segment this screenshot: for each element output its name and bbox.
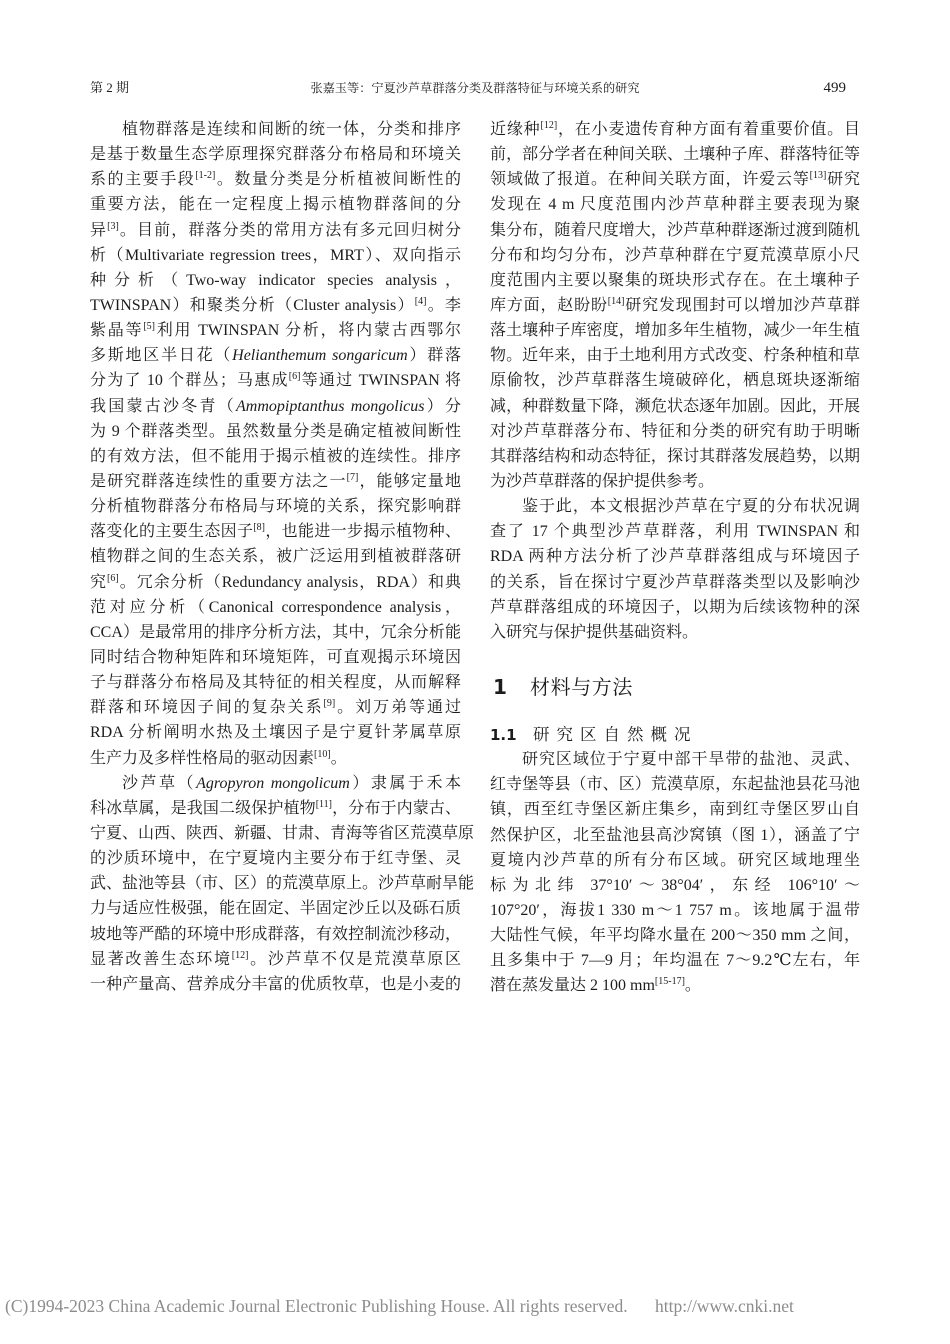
text-run: ）分: [424, 397, 461, 415]
text-run: 沙芦草（: [122, 774, 197, 792]
text-line: [490, 494, 860, 519]
text-run: 库方面，赵盼盼: [490, 296, 608, 314]
text-run: 物。近年来，由于土地利用方式改变、柠条种植和草: [490, 347, 860, 365]
text-line: [90, 771, 461, 796]
text-run: 分布和均匀分布，沙芦草种群在宁夏荒漠草原小尺: [490, 246, 860, 264]
text-run: 。刘万弟等通过: [335, 699, 461, 717]
heading-title: 研究区自然概况: [533, 724, 698, 744]
paragraph: [490, 747, 860, 998]
text-line: [90, 218, 461, 243]
issue-label: 第 2 期: [90, 80, 130, 95]
text-run: 多斯地区半日花（: [90, 347, 233, 365]
text-line: [490, 394, 860, 419]
text-line: [90, 746, 461, 771]
text-run: 前，部分学者在种间关联、土壤种子库、群落特征等: [490, 146, 860, 164]
text-run: 种分析（Two-way indicator species analysis，: [90, 271, 461, 289]
citation-superscript: [7]: [346, 471, 359, 483]
text-line: [490, 142, 860, 167]
citation-superscript: [4]: [414, 295, 427, 307]
text-line: [90, 670, 461, 695]
text-line: [490, 519, 860, 544]
text-line: [490, 848, 860, 873]
heading-number: 1.1: [490, 725, 517, 744]
text-run: 同时结合物种矩阵和环境矩阵，可直观揭示环境因: [90, 648, 461, 666]
citation-superscript: [11]: [315, 798, 332, 810]
text-line: [90, 570, 461, 595]
text-run: 集分布，随着尺度增大，沙芦草种群逐渐过渡到随机: [490, 221, 860, 239]
text-run: 标为北纬 37°10′～38°04′，东经 106°10′～: [490, 876, 860, 894]
text-run: 系的主要手段: [90, 171, 196, 189]
text-run: 。: [330, 749, 347, 767]
text-line: [90, 167, 461, 192]
footer-url: http://www.cnki.net: [655, 1296, 794, 1316]
text-run: RDA 两种方法分析了沙芦草群落组成与环境因子: [490, 548, 860, 566]
text-line: [490, 797, 860, 822]
text-line: [90, 645, 461, 670]
text-run: 为沙芦草群落的保护提供参考。: [490, 472, 715, 490]
text-line: [490, 192, 860, 217]
text-run: 的有效方法，但不能用于揭示植被的连续性。排序: [90, 447, 461, 465]
citation-superscript: [12]: [231, 949, 249, 961]
text-run: 等通过 TWINSPAN 将: [300, 372, 461, 390]
text-run: 落土壤种子库密度，增加多年生植物，减少一年生植: [490, 322, 860, 340]
text-line: [90, 318, 461, 343]
text-line: [490, 747, 860, 772]
species-name-italic: Agropyron mongolicum: [196, 774, 350, 792]
citation-superscript: [14]: [607, 295, 625, 307]
paragraph: [490, 117, 860, 494]
citation-superscript: [3]: [107, 220, 119, 232]
text-run: 。李: [426, 296, 461, 314]
text-run: 显著改善生态环境: [90, 950, 232, 968]
text-line: [490, 544, 860, 569]
text-run: 领域做了报道。在种间关联方面，许爱云等: [490, 171, 810, 189]
text-run: 子与群落分布格局及其特征的相关程度，从而解释: [90, 674, 461, 692]
text-run: 植物群之间的生态关系，被广泛运用到植被群落研: [90, 548, 461, 566]
text-line: [490, 318, 860, 343]
page-number: 499: [823, 80, 846, 96]
text-run: 分析植物群落分布格局与环境的关系，探究影响群: [90, 498, 461, 516]
text-run: 减，种群数量下降，濒危状态逐年加剧。因此，开展: [490, 397, 860, 415]
text-run: ，分布于内蒙古、: [332, 799, 461, 817]
text-run: 查了 17 个典型沙芦草群落，利用 TWINSPAN 和: [490, 523, 860, 541]
text-line: [90, 821, 475, 846]
text-run: 。目前，群落分类的常用方法有多元回归树分: [118, 221, 461, 239]
text-run: 武、盐池等县（市、区）的荒漠草原上。沙芦草耐旱能: [90, 875, 475, 893]
text-line: [90, 368, 461, 393]
text-run: 群落和环境因子间的复杂关系: [90, 699, 324, 717]
footer-copyright: (C)1994-2023 China Academic Journal Electronic Publishing House. All rights reserved.: [5, 1296, 628, 1316]
text-line: [90, 796, 461, 821]
text-run: 其群落结构和动态特征，探讨其群落发展趋势，以期: [490, 447, 860, 465]
text-line: [90, 192, 461, 217]
text-line: [90, 293, 461, 318]
text-run: 。: [684, 977, 701, 995]
text-run: 为 9 个群落类型。虽然数量分类是确定植被间断性: [90, 422, 461, 440]
text-line: [90, 243, 461, 268]
text-run: ，能够定量地: [358, 472, 461, 490]
text-line: [490, 469, 860, 494]
text-line: [90, 544, 461, 569]
text-run: 107°20′，海拔1 330 m～1 757 m。该地属于温带: [490, 901, 860, 919]
text-run: 度范围内主要以聚集的斑块形式存在。在土壤种子: [490, 271, 860, 289]
text-run: 研究区域位于宁夏中部干旱带的盐池、灵武、: [522, 751, 860, 769]
text-line: [90, 343, 461, 368]
text-line: [90, 268, 461, 293]
text-line: [490, 595, 860, 620]
text-run: 的关系，旨在探讨宁夏沙芦草群落类型以及影响沙: [490, 573, 860, 591]
text-line: [490, 117, 860, 142]
text-run: 紫晶等: [90, 322, 144, 340]
text-line: [90, 620, 461, 645]
text-run: 究: [90, 573, 108, 591]
text-line: [490, 620, 860, 645]
text-run: 我国蒙古沙冬青（: [90, 397, 237, 415]
text-line: [490, 823, 860, 848]
citation-superscript: [8]: [253, 522, 265, 534]
heading-title: 材料与方法: [530, 674, 633, 699]
text-line: [90, 519, 461, 544]
citation-superscript: [5]: [143, 321, 155, 333]
text-run: 鉴于此，本文根据沙芦草在宁夏的分布状况调: [522, 498, 860, 516]
text-run: 坡地等严酷的环境中形成群落，有效控制流沙移动，: [90, 925, 461, 943]
citation-superscript: [6]: [107, 572, 119, 584]
text-line: [490, 167, 860, 192]
text-line: [90, 896, 461, 921]
text-run: 植物群落是连续和间断的统一体，分类和排序: [122, 121, 461, 138]
text-line: [90, 444, 461, 469]
text-run: 入研究与保护提供基础资料。: [490, 623, 699, 641]
text-run: 潜在蒸发量达 2 100 mm: [490, 977, 655, 995]
text-run: 落变化的主要生态因子: [90, 523, 254, 541]
text-run: 大陆性气候，年平均降水量在 200～350 mm 之间，: [490, 927, 860, 945]
text-run: 一种产量高、营养成分丰富的优质牧草，也是小麦的: [90, 975, 461, 993]
paragraph: [90, 117, 461, 771]
text-run: 的沙质环境中，在宁夏境内主要分布于红寺堡、灵: [90, 850, 461, 868]
citation-superscript: [12]: [540, 120, 558, 131]
citation-superscript: [1-2]: [195, 170, 216, 182]
text-run: ，在小麦遗传育种方面有着重要价值。目: [557, 121, 860, 138]
text-run: 范对应分析（Canonical correspondence analysis，: [90, 598, 461, 616]
text-line: [490, 368, 860, 393]
text-run: 研究: [826, 171, 860, 189]
text-run: 近缘种: [490, 121, 541, 138]
citation-superscript: [6]: [288, 371, 301, 383]
text-line: [490, 948, 860, 973]
text-line: [490, 268, 860, 293]
text-run: 析（Multivariate regression trees，MRT）、双向指示: [90, 246, 461, 264]
text-run: ）群落: [407, 347, 461, 365]
text-line: [90, 720, 461, 745]
text-run: 。冗余分析（Redundancy analysis，RDA）和典: [118, 573, 461, 591]
text-line: [490, 898, 860, 923]
text-run: 力与适应性极强，能在固定、半固定沙丘以及砾石质: [90, 900, 461, 918]
text-run: 且多集中于 7—9 月；年均温在 7～9.2℃左右，年: [490, 952, 860, 970]
text-line: [90, 695, 461, 720]
text-run: 是基于数量生态学原理探究群落分布格局和环境关: [90, 146, 461, 164]
text-line: [90, 846, 461, 871]
text-line: [90, 922, 461, 947]
text-run: 分为了 10 个群丛；马惠成: [90, 372, 289, 390]
text-run: 研究发现围封可以增加沙芦草群: [624, 296, 860, 314]
text-run: 科冰草属，是我国二级保护植物: [90, 799, 316, 817]
text-line: [490, 923, 860, 948]
text-run: 。数量分类是分析植被间断性的: [215, 171, 461, 189]
text-line: [490, 218, 860, 243]
citation-superscript: [9]: [323, 698, 336, 710]
running-title: 张嘉玉等：宁夏沙芦草群落分类及群落特征与环境关系的研究: [310, 81, 640, 95]
text-run: TWINSPAN）和聚类分析（Cluster analysis）: [90, 296, 415, 314]
text-run: 利用 TWINSPAN 分析，将内蒙古西鄂尔: [155, 322, 461, 340]
text-line: [90, 142, 461, 167]
text-line: [90, 117, 461, 142]
paragraph: [490, 494, 860, 645]
text-line: [490, 243, 860, 268]
section-heading: [490, 665, 860, 709]
text-run: 芦草群落组成的环境因子，以期为后续该物种的深: [490, 598, 860, 616]
text-line: [490, 419, 860, 444]
text-line: [490, 444, 860, 469]
text-run: ）隶属于禾本: [349, 774, 461, 792]
text-line: [90, 419, 461, 444]
text-line: [90, 394, 461, 419]
heading-number: 1: [493, 674, 507, 699]
text-line: [490, 873, 860, 898]
text-line: [490, 293, 860, 318]
species-name-italic: Helianthemum songaricum: [232, 347, 408, 365]
text-run: 原偷牧，沙芦草群落生境破碎化，栖息斑块逐渐缩: [490, 372, 860, 390]
text-run: 异: [90, 221, 108, 239]
species-name-italic: Ammopiptanthus mongolicus: [236, 397, 425, 415]
paragraph: [90, 771, 475, 997]
text-run: 。沙芦草不仅是荒漠草原区: [248, 950, 461, 968]
text-line: [90, 494, 461, 519]
text-run: 镇，西至红寺堡区新庄集乡，南到红寺堡区罗山自: [490, 801, 860, 819]
text-line: [90, 972, 461, 997]
text-run: 红寺堡等县（市、区）荒漠草原，东起盐池县花马池: [490, 776, 860, 794]
text-line: [490, 772, 860, 797]
left-column: [90, 117, 475, 997]
text-line: [90, 871, 475, 896]
citation-superscript: [10]: [314, 748, 331, 760]
text-run: 宁夏、山西、陕西、新疆、甘肃、青海等省区荒漠草原: [90, 824, 475, 842]
text-run: 然保护区，北至盐池县高沙窝镇（图 1），涵盖了宁: [490, 826, 860, 844]
text-run: 重要方法，能在一定程度上揭示植物群落间的分: [90, 196, 461, 214]
citation-superscript: [15-17]: [654, 976, 685, 988]
text-run: 是研究群落连续性的重要方法之一: [90, 472, 347, 490]
text-run: ，也能进一步揭示植物种、: [265, 523, 461, 541]
text-run: 生产力及多样性格局的驱动因素: [90, 749, 315, 767]
text-line: [490, 343, 860, 368]
text-run: 对沙芦草群落分布、特征和分类的研究有助于明晰: [490, 422, 860, 440]
text-line: [90, 469, 461, 494]
text-line: [490, 570, 860, 595]
text-line: [90, 947, 461, 972]
text-line: [490, 973, 860, 998]
text-run: 发现在 4 m 尺度范围内沙芦草种群主要表现为聚: [490, 196, 860, 214]
text-run: RDA 分析阐明水热及土壤因子是宁夏针茅属草原: [90, 724, 461, 742]
text-run: CCA）是最常用的排序分析方法，其中，冗余分析能: [90, 623, 461, 641]
text-run: 夏境内沙芦草的所有分布区域。研究区域地理坐: [490, 851, 860, 869]
subsection-heading: [490, 722, 860, 747]
right-column: [490, 117, 860, 999]
citation-superscript: [13]: [809, 170, 827, 182]
text-line: [90, 595, 461, 620]
